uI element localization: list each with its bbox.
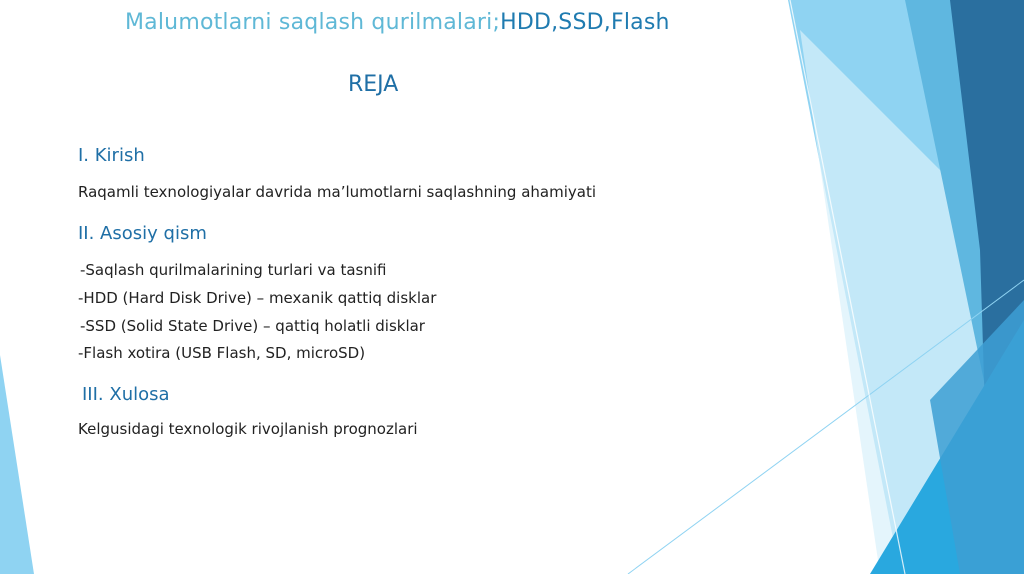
- main-item-ssd: -SSD (Solid State Drive) – qattiq holatli disklar: [80, 317, 425, 335]
- main-item-types: -Saqlash qurilmalarining turlari va tasnifi: [80, 261, 387, 279]
- title-main: Malumotlarni saqlash qurilmalari;: [125, 10, 501, 35]
- section-heading-conclusion: III. Xulosa: [82, 384, 170, 405]
- title-accent: HDD,SSD,Flash: [500, 10, 670, 35]
- section-heading-intro: I. Kirish: [78, 145, 145, 166]
- left-blue-sliver: [0, 355, 34, 574]
- conclusion-item: Kelgusidagi texnologik rivojlanish prognozlari: [78, 420, 418, 438]
- main-item-flash: -Flash xotira (USB Flash, SD, microSD): [78, 344, 366, 362]
- intro-item: Raqamli texnologiyalar davrida ma’lumotlarni saqlashning ahamiyati: [78, 183, 597, 201]
- section-heading-main: II. Asosiy qism: [78, 223, 207, 244]
- main-item-hdd: -HDD (Hard Disk Drive) – mexanik qattiq disklar: [78, 289, 437, 307]
- slide-title: [125, 10, 670, 35]
- slide-subtitle: REJA: [348, 72, 399, 97]
